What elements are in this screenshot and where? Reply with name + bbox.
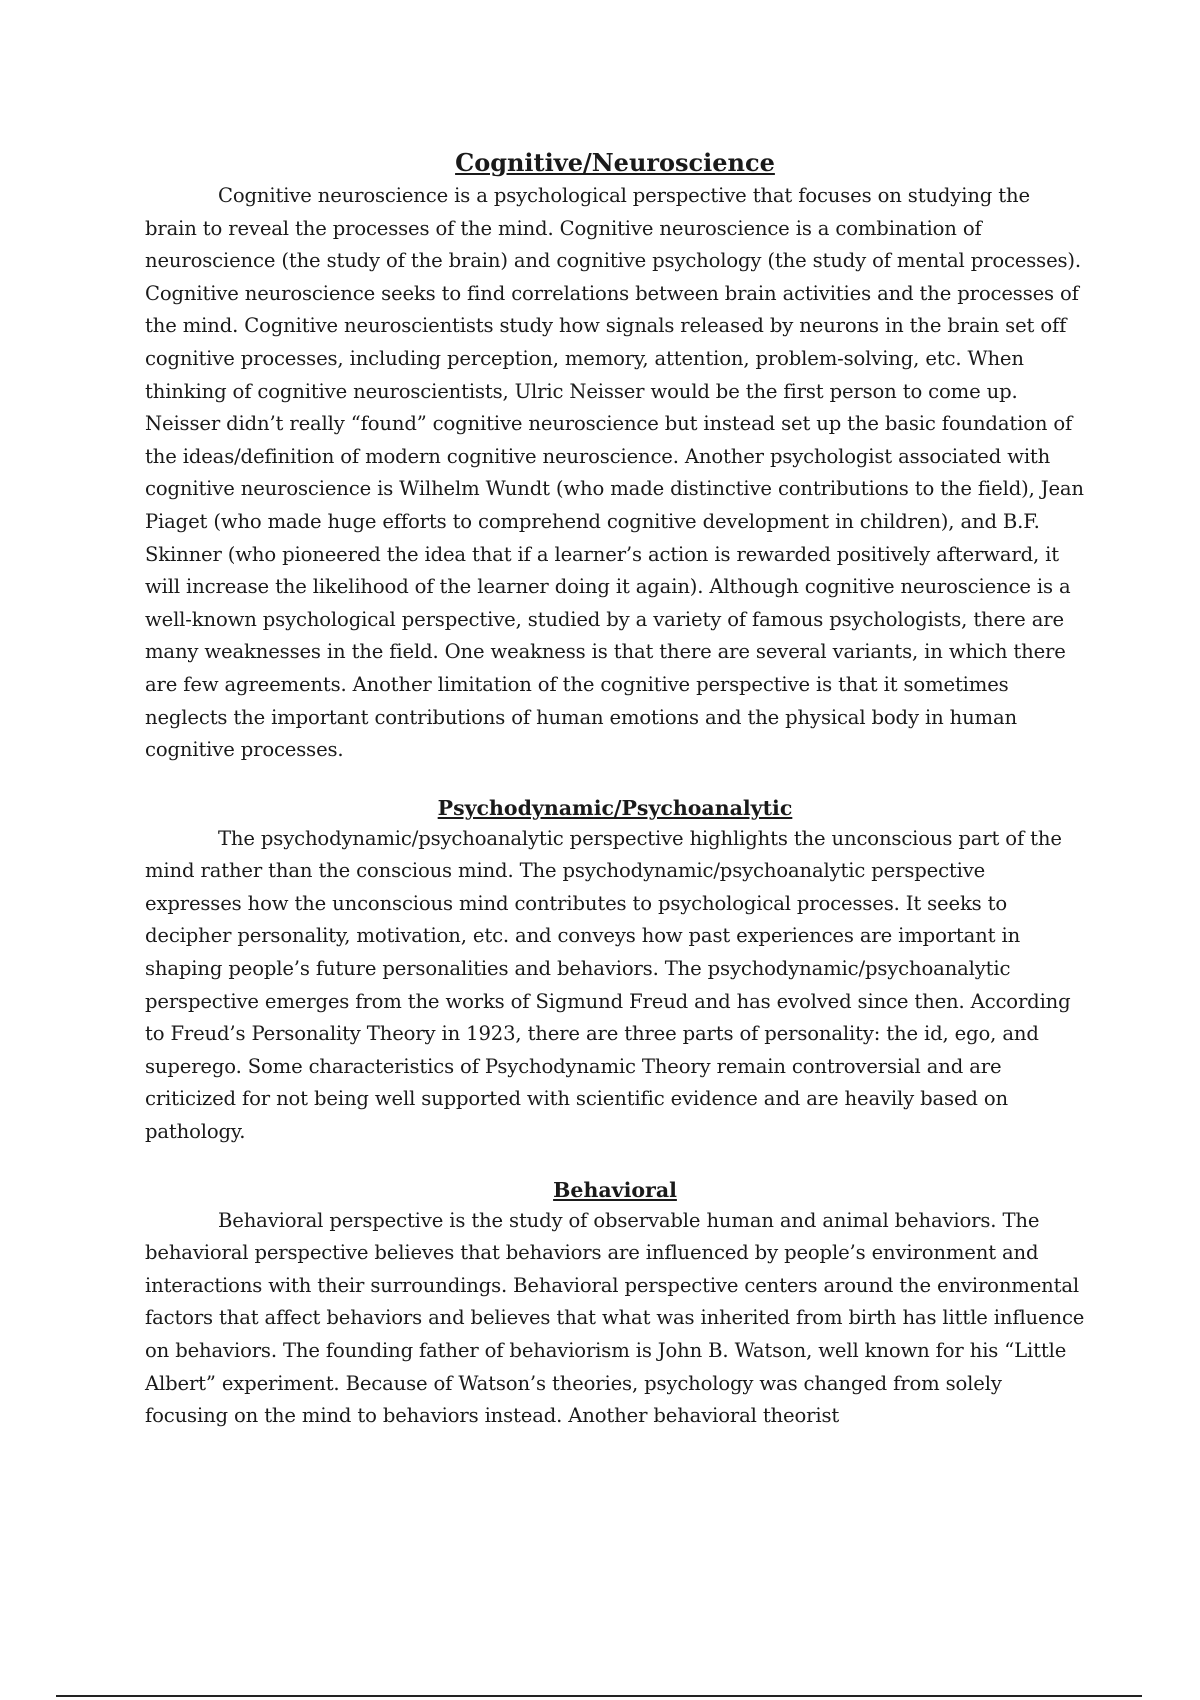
section-title-cognitive-neuroscience: Cognitive/Neuroscience: [455, 148, 775, 177]
document-page: [145, 146, 1085, 1433]
section-spacer: [145, 767, 1085, 793]
page-bottom-divider: [56, 1695, 1142, 1697]
paragraph-psychodynamic: The psychodynamic/psychoanalytic perspective highlights the unconscious part of the mind rather than the conscious mind. The psychodynamic/psychoanalytic perspective expresses how the unconscious mind contributes to psychological processes. It seeks to decipher personality, motivation, etc. and conveys how past experiences are important in shaping people’s future personalities and behaviors. The psychodynamic/psychoanalytic perspective emerges from the works of Sigmund Freud and has evolved since then. According to Freud’s Personality Theory in 1923, there are three parts of personality: the id, ego, and superego. Some characteristics of Psychodynamic Theory remain controversial and are criticized for not being well supported with scientific evidence and are heavily based on pathology.: [145, 826, 1071, 1144]
paragraph-behavioral: Behavioral perspective is the study of observable human and animal behaviors. The behavioral perspective believes that behaviors are influenced by people’s environment and interactions with their surroundings. Behavioral perspective centers around the environmental factors that affect behaviors and believes that what was inherited from birth has little influence on behaviors. The founding father of behaviorism is John B. Watson, well known for his “Little Albert” experiment. Because of Watson’s theories, psychology was changed from solely focusing on the mind to behaviors instead. Another behavioral theorist: [145, 1208, 1085, 1428]
section-title-psychodynamic: Psychodynamic/Psychoanalytic: [437, 795, 793, 820]
section-title-behavioral: Behavioral: [553, 1177, 677, 1202]
paragraph-cognitive-neuroscience: Cognitive neuroscience is a psychological perspective that focuses on studying the brain to reveal the processes of the mind. Cognitive neuroscience is a combination of neuroscience (the study of the brain) and cognitive psychology (the study of mental processes). Cognitive neuroscience seeks to find correlations between brain activities and the processes of the mind. Cognitive neuroscientists study how signals released by neurons in the brain set off cognitive processes, including perception, memory, attention, problem-solving, etc. When thinking of cognitive neuroscientists, Ulric Neisser would be the first person to come up. Neisser didn’t really “found” cognitive neuroscience but instead set up the basic foundation of the ideas/definition of modern cognitive neuroscience. Another psychologist associated with cognitive neuroscience is Wilhelm Wundt (who made distinctive contributions to the field), Jean Piaget (who made huge efforts to comprehend cognitive development in children), and B.F. Skinner (who pioneered the idea that if a learner’s action is rewarded positively afterward, it will increase the likelihood of the learner doing it again). Although cognitive neuroscience is a well-known psychological perspective, studied by a variety of famous psychologists, there are many weaknesses in the field. One weakness is that there are several variants, in which there are few agreements. Another limitation of the cognitive perspective is that it sometimes neglects the important contributions of human emotions and the physical body in human cognitive processes.: [145, 184, 1084, 762]
section-spacer: [145, 1149, 1085, 1175]
